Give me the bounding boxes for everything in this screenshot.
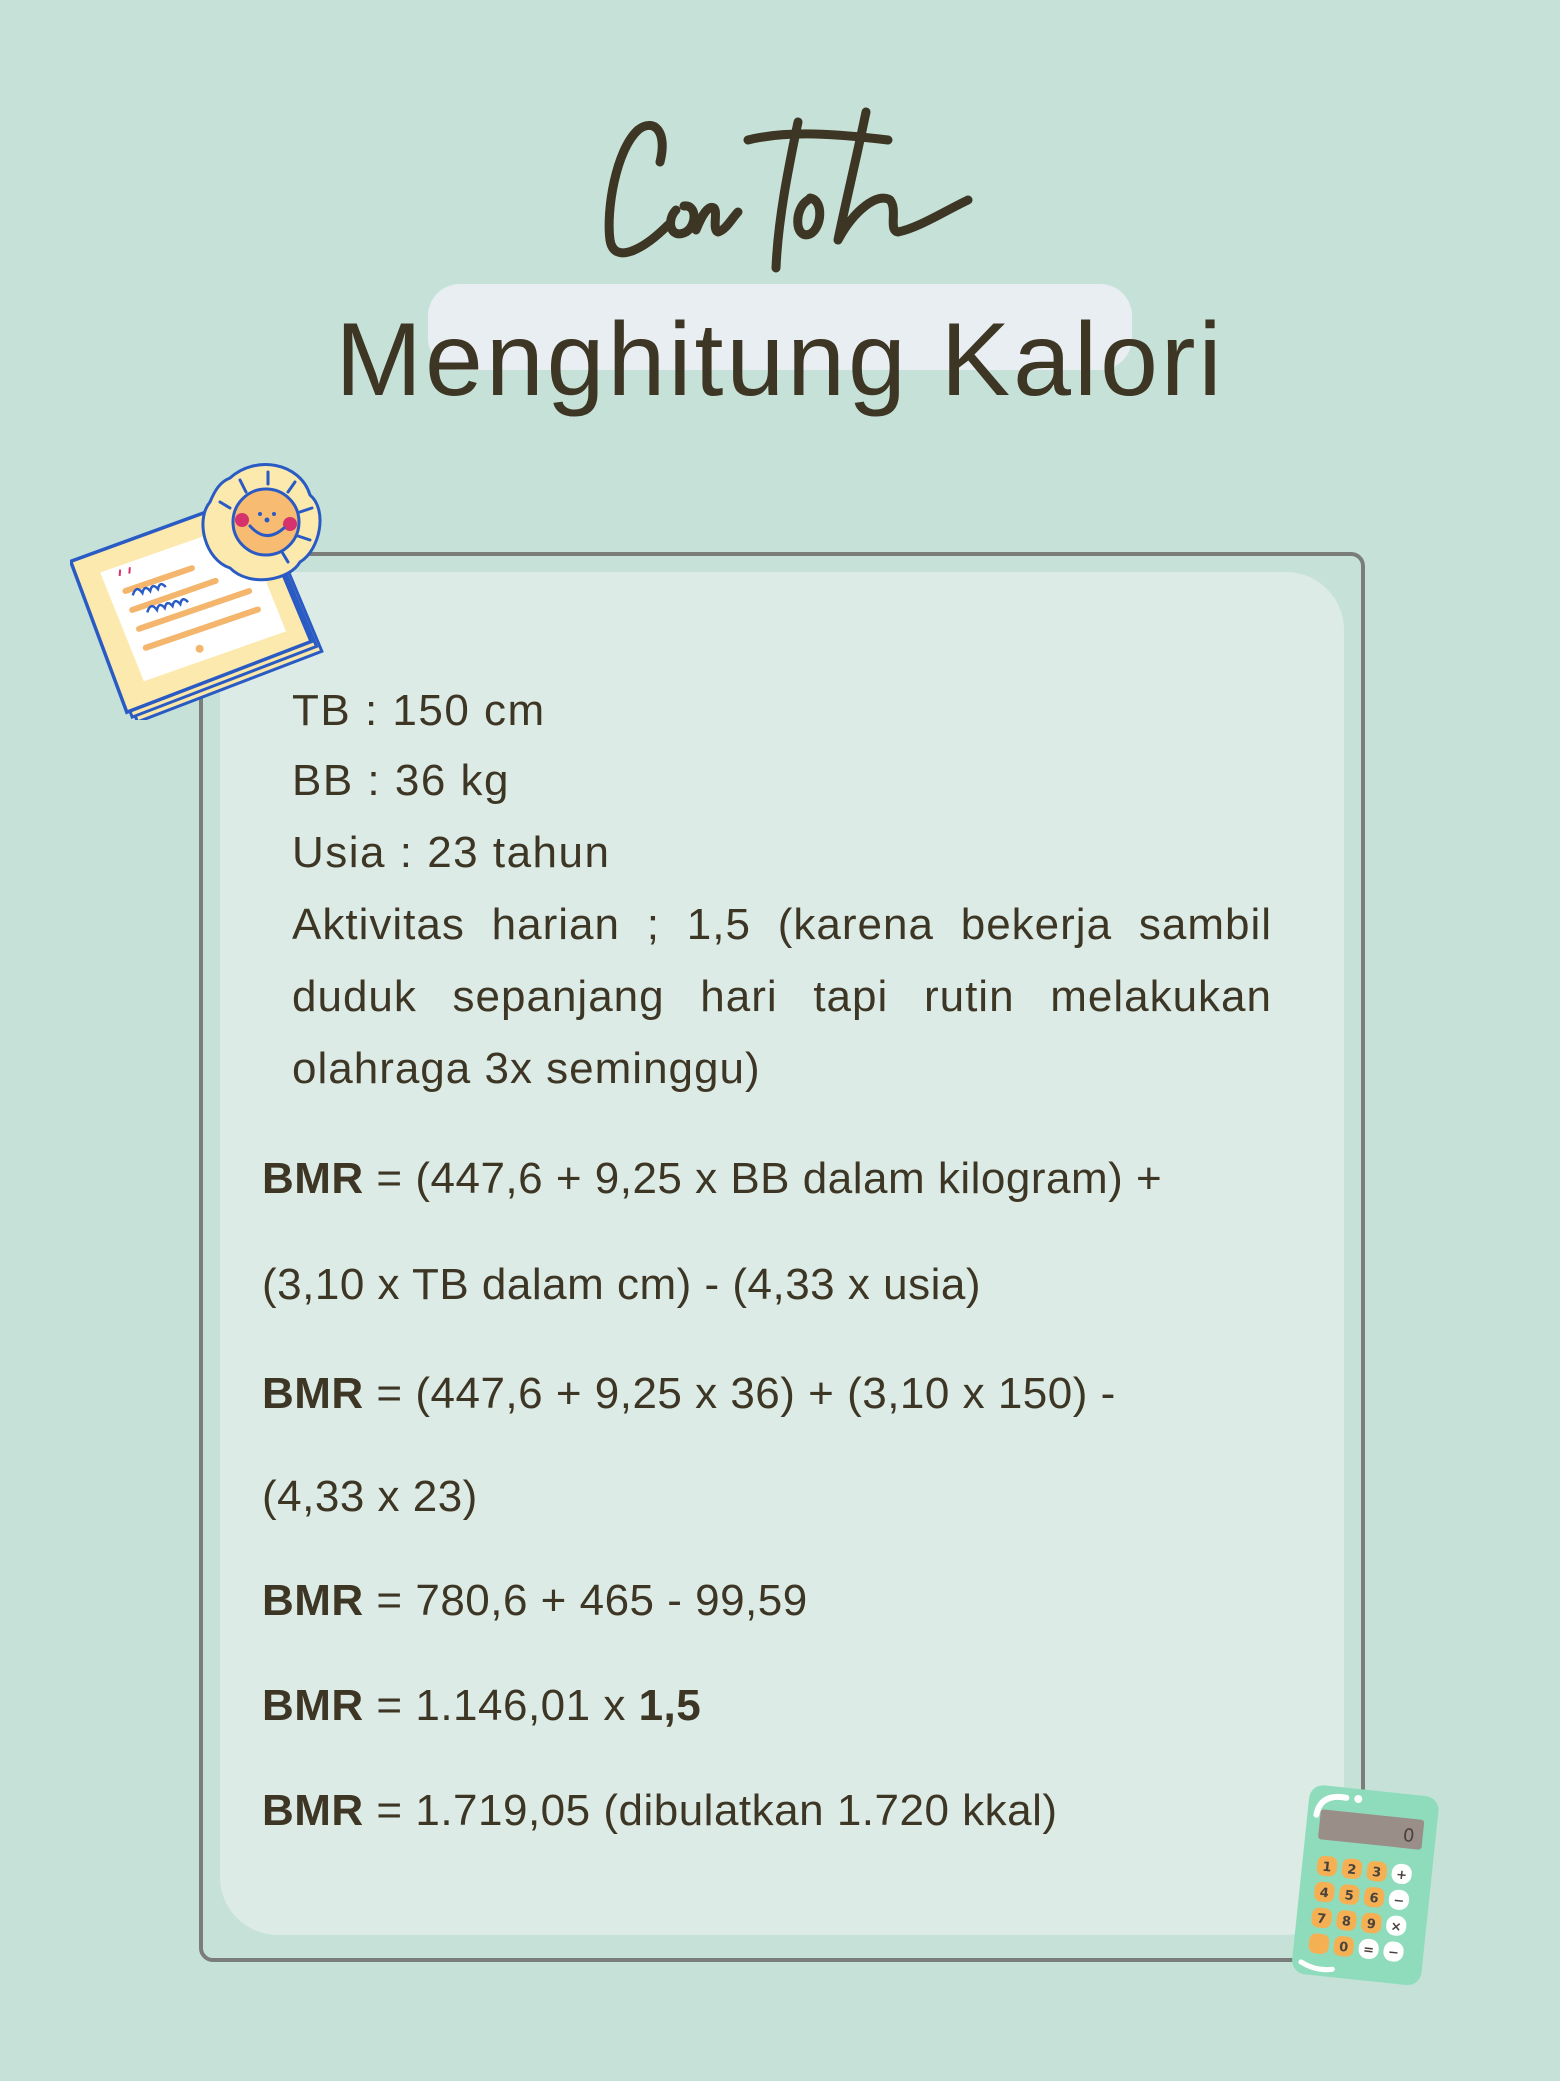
script-title-contoh (598, 100, 978, 280)
profile-activity-line-1: Aktivitas harian ; 1,5 (karena bekerja sambil (292, 900, 1272, 949)
activity-factor: 1,5 (638, 1681, 702, 1730)
bmr-formula-text: = 1.719,05 (dibulatkan 1.720 kkal) (363, 1786, 1058, 1835)
bmr-sum-line (262, 1576, 808, 1625)
svg-text:=: = (1362, 1942, 1375, 1959)
svg-text:−: − (1392, 1893, 1406, 1910)
bmr-formula-text: = 1.146,01 x (363, 1681, 639, 1730)
bmr-formula-text: (3,10 x TB dalam cm) - (4,33 x usia) (262, 1260, 981, 1309)
page-title: Menghitung Kalori (335, 302, 1225, 418)
bmr-formula-text: (4,33 x 23) (262, 1472, 478, 1521)
bmr-formula-text: = (447,6 + 9,25 x 36) + (3,10 x 150) - (363, 1369, 1116, 1418)
bmr-label: BMR (262, 1786, 364, 1835)
bmr-label: BMR (262, 1369, 364, 1418)
bmr-label: BMR (262, 1576, 364, 1625)
svg-text:+: + (1395, 1867, 1408, 1884)
profile-age: Usia : 23 tahun (292, 828, 611, 877)
bmr-formula-line-2 (262, 1260, 981, 1309)
svg-text:5: 5 (1343, 1888, 1355, 1905)
bmr-result-line (262, 1786, 1058, 1835)
bmr-formula-text: = 780,6 + 465 - 99,59 (363, 1576, 808, 1625)
svg-text:4: 4 (1318, 1885, 1330, 1902)
svg-text:3: 3 (1371, 1864, 1382, 1881)
svg-text:7: 7 (1316, 1911, 1327, 1928)
bmr-substitution-line-2 (262, 1472, 478, 1521)
svg-text:8: 8 (1341, 1914, 1352, 1930)
profile-weight: BB : 36 kg (292, 756, 511, 805)
notepad-sun-icon (70, 450, 340, 720)
bmr-formula-line-1 (262, 1154, 1163, 1203)
svg-text:−: − (1387, 1945, 1400, 1962)
svg-text:×: × (1389, 1919, 1403, 1936)
bmr-activity-line (262, 1681, 702, 1730)
svg-text:9: 9 (1365, 1916, 1377, 1933)
profile-activity-line-3: olahraga 3x seminggu) (292, 1044, 761, 1093)
bmr-label: BMR (262, 1681, 364, 1730)
svg-text:1: 1 (1321, 1859, 1333, 1876)
svg-text:2: 2 (1346, 1862, 1358, 1879)
svg-text:0: 0 (1338, 1939, 1349, 1956)
svg-text:6: 6 (1368, 1890, 1380, 1907)
bmr-formula-text: = (447,6 + 9,25 x BB dalam kilogram) + (363, 1154, 1163, 1203)
svg-text:0: 0 (1401, 1824, 1416, 1848)
profile-activity-line-2: duduk sepanjang hari tapi rutin melakukan (292, 972, 1272, 1021)
bmr-substitution-line-1 (262, 1369, 1116, 1418)
profile-height: TB : 150 cm (292, 686, 546, 735)
bmr-label: BMR (262, 1154, 364, 1203)
calculator-icon (1275, 1780, 1450, 1995)
